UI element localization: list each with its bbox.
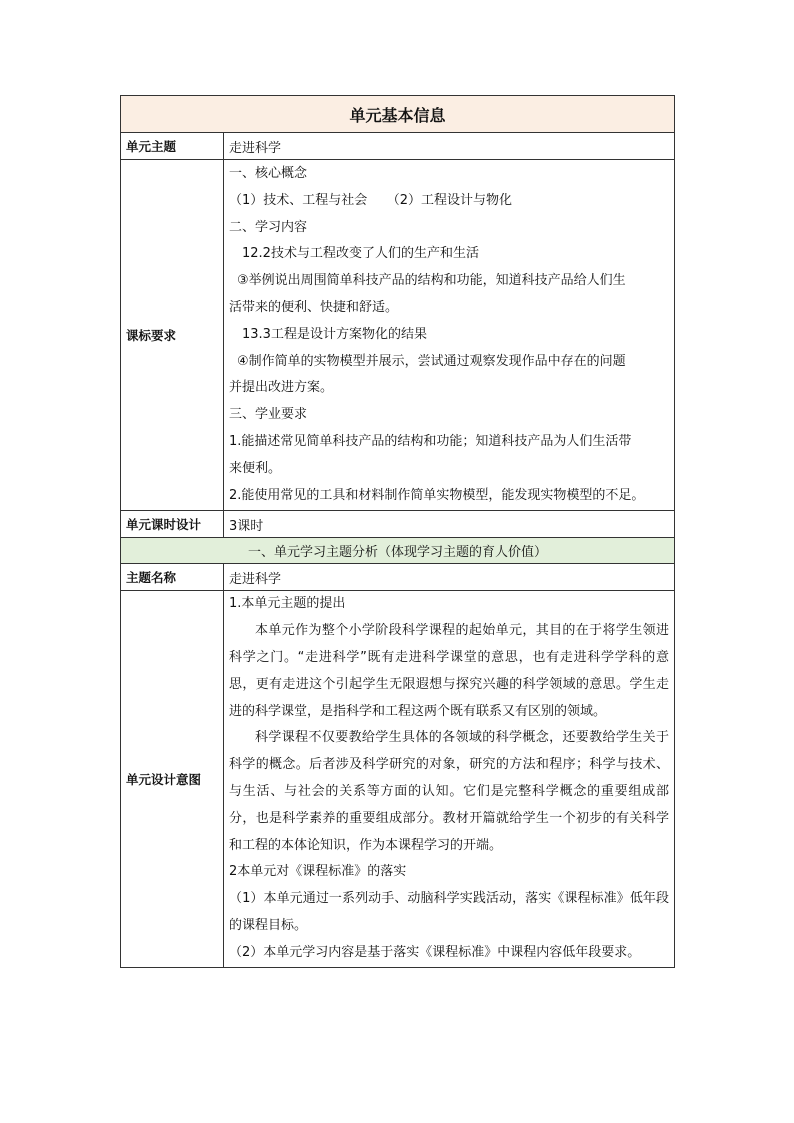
- unit-theme-label: 单元主题: [121, 133, 224, 160]
- unit-hours-label: 单元课时设计: [121, 511, 224, 538]
- curriculum-line: 活带来的便利、快捷和舒适。: [229, 299, 399, 315]
- section-title: 一、单元学习主题分析（体现学习主题的育人价值）: [121, 538, 675, 564]
- table-title: 单元基本信息: [121, 96, 675, 133]
- design-list-item: （2）本单元学习内容是基于落实《课程标准》中课程内容低年段要求。: [229, 944, 641, 960]
- curriculum-line: 12.2技术与工程改变了人们的生产和生活: [242, 246, 479, 262]
- design-intent-content: [224, 591, 675, 967]
- curriculum-line: 来便利。: [229, 460, 282, 476]
- curriculum-content: [224, 160, 675, 511]
- curriculum-line: （1）技术、工程与社会 （2）工程设计与物化: [229, 192, 513, 208]
- design-paragraph: 科学课程不仅要教给学生具体的各领域的科学概念，还要教给学生关于科学的概念。后者涉及科学研究的对象，研究的方法和程序；科学与技术、与生活、与社会的关系等方面的认知。它们是完整科学概念的重要组成部分，也是科学素养的重要组成部分。教材开篇就给学生一个初步的有关科学和工程的本体论知识，作为本课程学习的开端。: [229, 730, 670, 853]
- unit-hours-value: 3课时: [224, 511, 675, 538]
- unit-theme-value: 走进科学: [224, 133, 675, 160]
- curriculum-line: 2.能使用常见的工具和材料制作简单实物模型，能发现实物模型的不足。: [229, 487, 645, 503]
- design-paragraph: 本单元作为整个小学阶段科学课程的起始单元，其目的在于将学生领进科学之门。“走进科学”既有走进科学课堂的意思，也有走进科学学科的意思，更有走进这个引起学生无限遐想与探究兴趣的科学领域的意思。学生走进的科学课堂，是指科学和工程这两个既有联系又有区别的领域。: [229, 623, 670, 719]
- curriculum-line: 并提出改进方案。: [229, 380, 334, 396]
- section-header-row: [121, 538, 675, 564]
- curriculum-line: 13.3工程是设计方案物化的结果: [242, 326, 427, 342]
- curriculum-line: 一、核心概念: [229, 166, 308, 181]
- curriculum-line: 1.能描述常见简单科技产品的结构和功能；知道科技产品为人们生活带: [229, 433, 632, 449]
- curriculum-line: ④制作简单的实物模型并展示，尝试通过观察发现作品中存在的问题: [237, 353, 626, 369]
- unit-theme-row: [121, 133, 675, 160]
- design-intent-label: 单元设计意图: [121, 591, 224, 967]
- unit-info-table: [120, 95, 675, 968]
- design-heading: 1.本单元主题的提出: [229, 596, 346, 612]
- curriculum-label: 课标要求: [121, 160, 224, 511]
- theme-name-label: 主题名称: [121, 564, 224, 591]
- design-heading: 2本单元对《课程标准》的落实: [229, 864, 407, 880]
- curriculum-line: 三、学业要求: [229, 407, 308, 423]
- design-intent-row: [121, 591, 675, 967]
- unit-hours-row: [121, 511, 675, 538]
- table-header-row: [121, 96, 675, 133]
- curriculum-row: [121, 160, 675, 511]
- design-list-item: （1）本单元通过一系列动手、动脑科学实践活动，落实《课程标准》低年段的课程目标。: [229, 891, 670, 933]
- curriculum-line: ③举例说出周围简单科技产品的结构和功能，知道科技产品给人们生: [237, 273, 626, 289]
- curriculum-line: 二、学习内容: [229, 219, 308, 235]
- theme-name-value: 走进科学: [224, 564, 675, 591]
- theme-name-row: [121, 564, 675, 591]
